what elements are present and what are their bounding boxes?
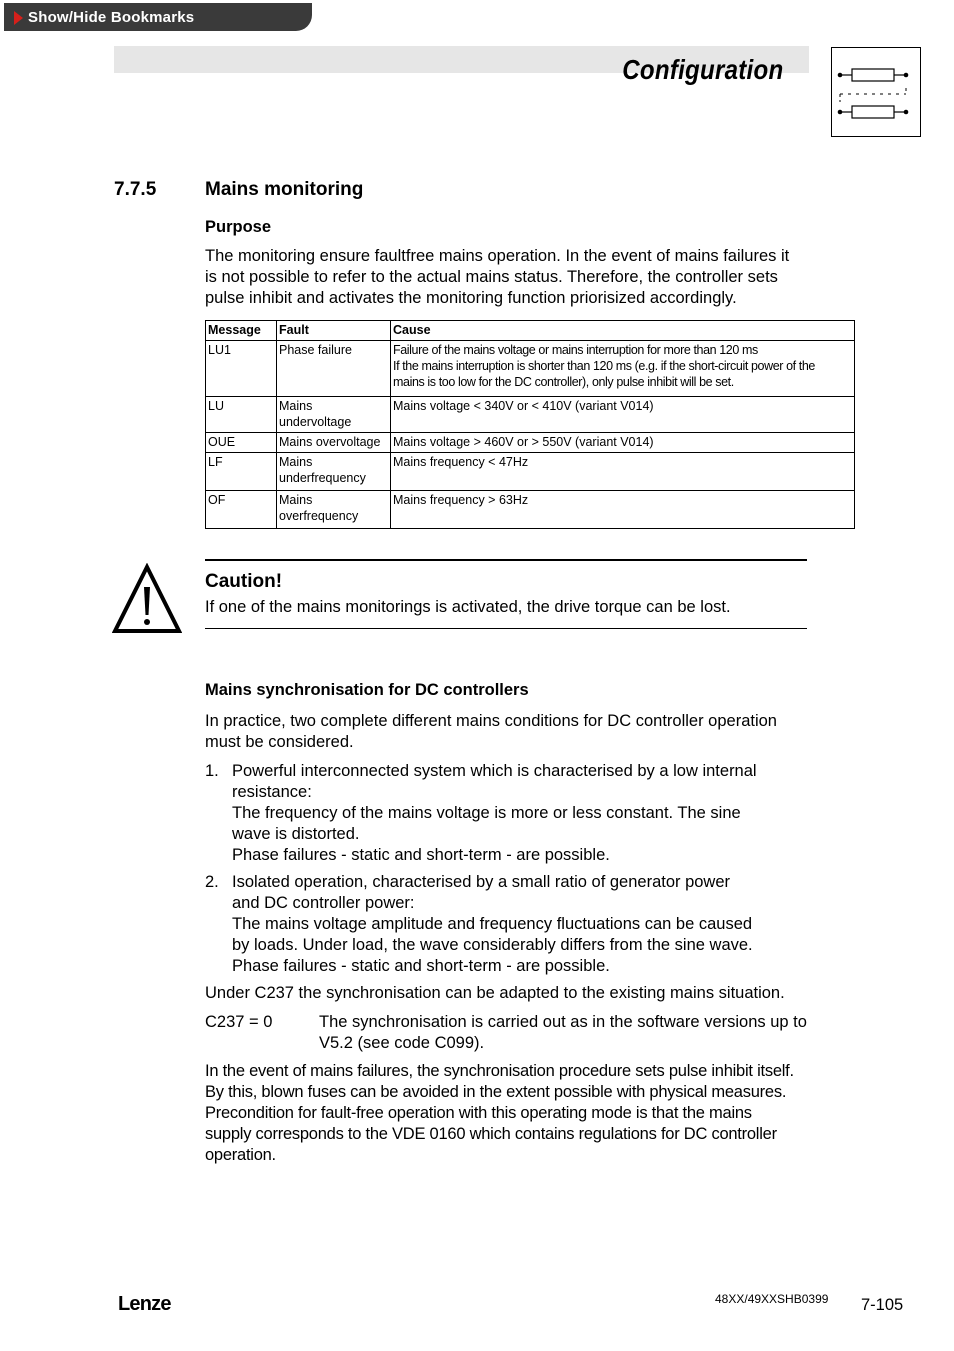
list-item-number: 2. xyxy=(205,873,219,891)
text-line: The monitoring ensure faultfree mains operation. In the event of mains failures it xyxy=(205,247,790,265)
cause-cell: Mains voltage < 340V or < 410V (variant V014) xyxy=(391,397,855,433)
message-cell: LU xyxy=(206,397,277,433)
text-line: Phase failures - static and short-term - are possible. xyxy=(232,846,610,864)
sync-heading: Mains synchronisation for DC controllers xyxy=(205,681,529,699)
text-line: Phase failures - static and short-term - are possible. xyxy=(232,957,610,975)
column-header-cause: Cause xyxy=(391,321,855,341)
fault-cell: Mains overvoltage xyxy=(277,433,391,453)
table-row xyxy=(206,433,855,453)
column-header-fault: Fault xyxy=(277,321,391,341)
message-cell: OUE xyxy=(206,433,277,453)
show-hide-bookmarks-label: Show/Hide Bookmarks xyxy=(28,9,195,26)
list-item-text xyxy=(232,872,812,977)
circuit-diagram-icon xyxy=(831,47,921,137)
document-code: 48XX/49XXSHB0399 xyxy=(715,1292,829,1306)
cause-line: If the mains interruption is shorter than 120 ms (e.g. if the short-circuit power of the xyxy=(393,359,815,373)
text-line: The synchronisation is carried out as in the software versions up to xyxy=(319,1013,807,1031)
section-number: 7.7.5 xyxy=(114,179,157,200)
list-item-number: 1. xyxy=(205,762,219,780)
sync-intro xyxy=(205,711,815,753)
triangle-right-icon xyxy=(14,11,23,25)
cause-cell xyxy=(391,341,855,397)
text-line: Powerful interconnected system which is characterised by a low internal xyxy=(232,762,757,780)
fault-cell: Mains undervoltage xyxy=(277,397,391,433)
table-row xyxy=(206,397,855,433)
column-header-message: Message xyxy=(206,321,277,341)
list-item xyxy=(0,872,954,982)
cause-cell: Mains frequency < 47Hz xyxy=(391,453,855,491)
fault-cell: Mains overfrequency xyxy=(277,491,391,529)
table-row xyxy=(206,453,855,491)
cause-line: Failure of the mains voltage or mains interruption for more than 120 ms xyxy=(393,343,758,357)
table-row xyxy=(206,341,855,397)
fault-cell: Phase failure xyxy=(277,341,391,397)
text-line: Precondition for fault-free operation with this operating mode is that the mains xyxy=(205,1104,752,1122)
list-item xyxy=(0,761,954,871)
text-line: In practice, two complete different mains conditions for DC controller operation xyxy=(205,712,777,730)
caution-top-rule xyxy=(205,559,807,561)
warning-triangle-icon xyxy=(112,563,182,640)
text-line: and DC controller power: xyxy=(232,894,415,912)
cause-cell: Mains frequency > 63Hz xyxy=(391,491,855,529)
show-hide-bookmarks-button[interactable] xyxy=(4,3,312,31)
caution-bottom-rule xyxy=(205,628,807,629)
text-line: The mains voltage amplitude and frequency fluctuations can be caused xyxy=(232,915,753,933)
page-number: 7-105 xyxy=(861,1296,904,1314)
text-line: In the event of mains failures, the synchronisation procedure sets pulse inhibit itself. xyxy=(205,1062,794,1080)
caution-title: Caution! xyxy=(205,571,283,592)
closing-paragraph xyxy=(205,1061,825,1166)
message-cell: OF xyxy=(206,491,277,529)
page-header-title: Configuration xyxy=(621,54,783,85)
table-header-row xyxy=(206,321,855,341)
c237-intro: Under C237 the synchronisation can be adapted to the existing mains situation. xyxy=(205,984,785,1002)
text-line: must be considered. xyxy=(205,733,354,751)
text-line: V5.2 (see code C099). xyxy=(319,1034,485,1052)
lenze-logo: Lenze xyxy=(118,1293,171,1315)
caution-text: If one of the mains monitorings is activated, the drive torque can be lost. xyxy=(205,598,731,616)
table-row xyxy=(206,491,855,529)
text-line: Isolated operation, characterised by a small ratio of generator power xyxy=(232,873,731,891)
purpose-heading: Purpose xyxy=(205,218,272,236)
cause-cell: Mains voltage > 460V or > 550V (variant V014) xyxy=(391,433,855,453)
text-line: By this, blown fuses can be avoided in the extent possible with physical measures. xyxy=(205,1083,787,1101)
message-cell: LF xyxy=(206,453,277,491)
text-line: is not possible to refer to the actual mains status. Therefore, the controller sets xyxy=(205,268,778,286)
c237-label: C237 = 0 xyxy=(205,1013,273,1031)
text-line: resistance: xyxy=(232,783,312,801)
text-line: The frequency of the mains voltage is more or less constant. The sine xyxy=(232,804,741,822)
section-title: Mains monitoring xyxy=(205,179,364,200)
cause-line: mains is too low for the DC controller), only pulse inhibit will be set. xyxy=(393,375,734,389)
fault-cell: Mains underfrequency xyxy=(277,453,391,491)
text-line: operation. xyxy=(205,1146,276,1164)
purpose-paragraph xyxy=(205,246,815,309)
text-line: by loads. Under load, the wave considerably differs from the sine wave. xyxy=(232,936,753,954)
fault-table xyxy=(205,320,855,529)
c237-description xyxy=(319,1012,819,1054)
text-line: wave is distorted. xyxy=(232,825,360,843)
message-cell: LU1 xyxy=(206,341,277,397)
list-item-text xyxy=(232,761,812,866)
text-line: supply corresponds to the VDE 0160 which contains regulations for DC controller xyxy=(205,1125,777,1143)
text-line: pulse inhibit and activates the monitoring function priorisized accordingly. xyxy=(205,289,737,307)
